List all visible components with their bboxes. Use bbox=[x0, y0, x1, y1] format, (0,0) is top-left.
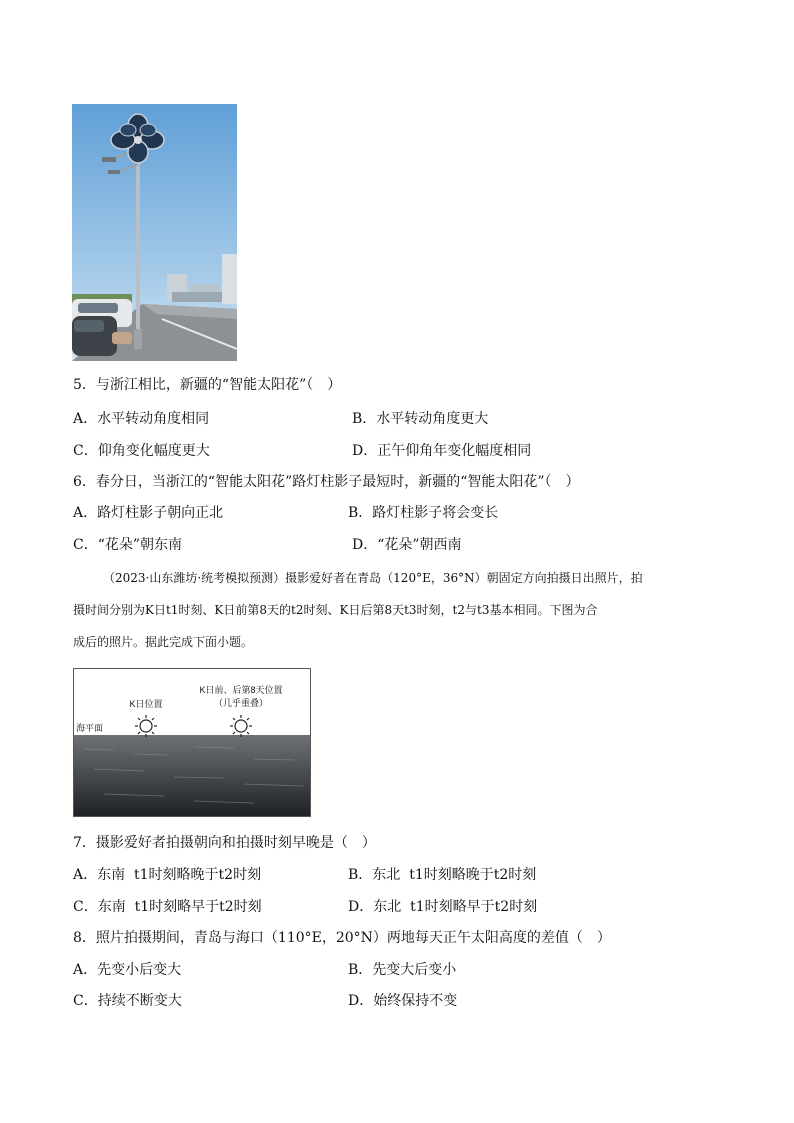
question-8-stem: 8．照片拍摄期间，青岛与海口（110°E，20°N）两地每天正午太阳高度的差值（ ） bbox=[73, 930, 611, 946]
label-k-day: K日位置 bbox=[129, 699, 163, 709]
question-8-option-d[interactable]: D．始终保持不变 bbox=[348, 993, 458, 1009]
question-5-option-d[interactable]: D．正午仰角年变化幅度相同 bbox=[352, 443, 532, 459]
question-6-option-d[interactable]: D．“花朵”朝西南 bbox=[352, 537, 462, 553]
question-7-option-a[interactable]: A．东南 t1时刻略晚于t2时刻 bbox=[73, 867, 262, 883]
question-7-option-b[interactable]: B．东北 t1时刻略晚于t2时刻 bbox=[348, 867, 537, 883]
solar-flower-lamp-photo bbox=[72, 104, 237, 361]
label-overlap: （几乎重叠） bbox=[213, 698, 269, 708]
question-6-stem: 6．春分日，当浙江的“智能太阳花”路灯柱影子最短时，新疆的“智能太阳花”（ ） bbox=[73, 474, 580, 490]
question-8-option-c[interactable]: C．持续不断变大 bbox=[73, 993, 182, 1009]
sunrise-composite-photo bbox=[73, 668, 311, 817]
question-8-option-a[interactable]: A．先变小后变大 bbox=[73, 962, 182, 978]
question-7-stem: 7．摄影爱好者拍摄朝向和拍摄时刻早晚是（ ） bbox=[73, 835, 376, 851]
question-6-option-a[interactable]: A．路灯柱影子朝向正北 bbox=[73, 505, 224, 521]
question-6-option-c[interactable]: C．“花朵”朝东南 bbox=[73, 537, 183, 553]
intro-line-2: 摄时间分别为K日t1时刻、K日前第8天的t2时刻、K日后第8天t3时刻，t2与t3基本相同。下图为合 bbox=[73, 603, 598, 617]
question-7-option-c[interactable]: C．东南 t1时刻略早于t2时刻 bbox=[73, 899, 262, 915]
question-6-option-b[interactable]: B．路灯柱影子将会变长 bbox=[348, 505, 499, 521]
question-5-option-c[interactable]: C．仰角变化幅度更大 bbox=[73, 443, 210, 459]
intro-line-3: 成后的照片。据此完成下面小题。 bbox=[73, 635, 254, 649]
question-5-stem: 5．与浙江相比，新疆的“智能太阳花”（ ） bbox=[73, 377, 342, 393]
label-sea-level: 海平面 bbox=[76, 723, 104, 733]
question-5-option-a[interactable]: A．水平转动角度相同 bbox=[73, 411, 210, 427]
question-8-option-b[interactable]: B．先变大后变小 bbox=[348, 962, 457, 978]
question-5-option-b[interactable]: B．水平转动角度更大 bbox=[352, 411, 489, 427]
label-k-8-days: K日前、后第8天位置 bbox=[199, 685, 283, 695]
intro-line-1: （2023·山东潍坊·统考模拟预测）摄影爱好者在青岛（120°E，36°N）朝固定方向拍摄日出照片，拍 bbox=[103, 571, 643, 585]
question-7-option-d[interactable]: D．东北 t1时刻略早于t2时刻 bbox=[348, 899, 538, 915]
